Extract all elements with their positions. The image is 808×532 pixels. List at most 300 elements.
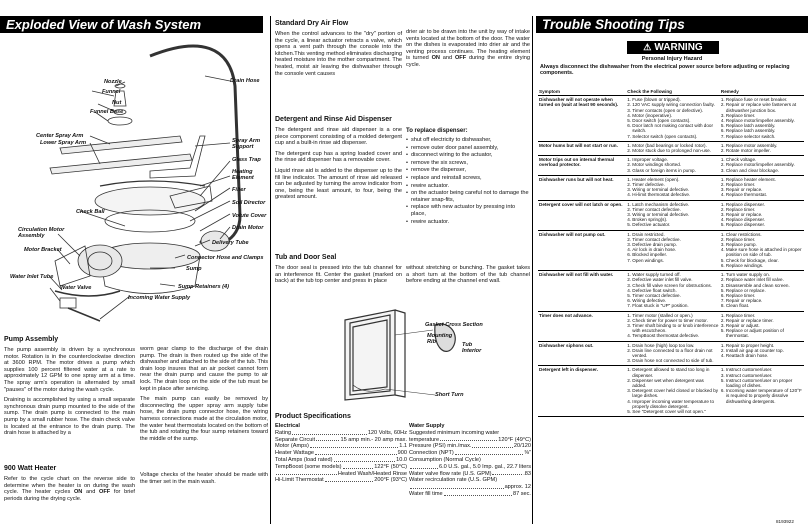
spec-value: approx. 12 (504, 484, 531, 491)
remedy-item: 3. Disassemble and clean screen. (726, 283, 803, 288)
spec-row (275, 443, 407, 450)
standard-dry-section-2 (406, 29, 530, 73)
trouble-remedies (720, 141, 804, 155)
replace-step: • replace and reinstall screws, (411, 175, 530, 182)
warning-sub: Personal Injury Hazard (641, 56, 703, 62)
remedy-item: 1. Replace motor assembly. (726, 143, 803, 148)
remedy-item: 1. Replace dispenser. (726, 202, 803, 207)
remedy-item: 2. Repair or replace wire fasteners at dishwasher junction box. (726, 102, 803, 112)
spec-leader (492, 471, 522, 476)
check-item: 6. Blocked impeller. (632, 252, 719, 257)
remedy-item: 5. Check for blockage, clear. (726, 258, 803, 263)
heater-p2: Voltage checks of the heater should be made with the timer set in the main wash. (140, 472, 268, 485)
trouble-checks (626, 141, 720, 155)
trouble-checks (626, 96, 720, 142)
spec-label: Rating (275, 429, 292, 436)
trouble-row (538, 271, 804, 311)
specs-title: Product Specifications (275, 413, 351, 420)
heater-on: ON (73, 489, 83, 496)
remedy-item: 1. Replace timer. (726, 313, 803, 318)
trouble-shooting-header: Trouble Shooting Tips (536, 16, 808, 33)
dry-on: ON (431, 55, 440, 62)
spec-row (409, 471, 531, 478)
remedy-item: 3. Instruct customer/user. (726, 373, 803, 378)
trouble-remedies (720, 230, 804, 270)
remedy-item: 2. Repair or replace timer. (726, 318, 803, 323)
check-item: 5. See "Detergent cover will not open." (632, 409, 719, 414)
heater-section (4, 465, 135, 506)
remedy-item: 4. Make sure hose is attached in proper position on side of tub. (726, 247, 803, 257)
label-connector-hose: Connector Hose and Clamps (187, 255, 264, 261)
check-item: 6. Wiring defective. (632, 298, 719, 303)
specs-electrical-rows (275, 430, 407, 484)
check-item: 1. Timer motor (stalled or open.) (632, 313, 719, 318)
label-mounting-rib: Mounting Rib (427, 333, 453, 345)
spec-row (275, 457, 407, 464)
spec-value: 120 Volts, 60Hz (367, 429, 407, 436)
trouble-remedies (720, 341, 804, 366)
trouble-checks (626, 341, 720, 366)
check-item: 1. Improper voltage. (632, 157, 719, 162)
remedy-item: 6. Incoming water temperature of 120°F is required to properly dissolve dishwashing detergents. (726, 388, 803, 404)
trouble-remedies (720, 311, 804, 341)
replace-step: • remove the six screws, (411, 160, 530, 167)
spec-label: Separate Circuit (275, 436, 316, 443)
trouble-symptom: Dishwasher will not fill with water. (538, 271, 626, 311)
spec-value: 1.1 (399, 443, 407, 450)
remedy-item: 7. Repair or replace. (726, 298, 803, 303)
spec-row (409, 457, 531, 464)
remedies-list (721, 313, 803, 339)
remedy-item: 1. Clear restrictions. (726, 232, 803, 237)
spec-label: Pressure (PSI) min./max. (409, 443, 472, 450)
spec-label: Water recirculation rate (U.S. GPM) (409, 477, 498, 484)
trouble-symptom: Motor hums but will not start or run. (538, 141, 626, 155)
remedy-item: 2. Replace water inlet fill valve. (726, 277, 803, 282)
spec-leader (455, 450, 524, 455)
check-item: 1. Heater element (open). (632, 177, 719, 182)
check-item: 3. Check fill valve screen for obstructions. (632, 283, 719, 288)
trouble-remedies (720, 271, 804, 311)
check-item: 4. Broken spring(s). (632, 217, 719, 222)
spec-leader (444, 491, 512, 496)
remedy-item: 4. Replace thermostat. (726, 192, 803, 197)
remedy-item: 5. Replace or adjust position of thermostat. (726, 328, 803, 338)
check-item: 2. Motor windings shorted. (632, 162, 719, 167)
spec-value: ⅜" (524, 450, 531, 457)
trouble-symptom: Dishwasher siphons out. (538, 341, 626, 366)
check-item: 3. Glass or foreign items in pump. (632, 168, 719, 173)
spec-label: Water valve flow rate (U.S. GPM) (409, 470, 492, 477)
spec-row (409, 491, 531, 498)
trouble-table-header (538, 88, 804, 96)
label-delivery-tube: Delivery Tube (212, 240, 249, 246)
check-item: 2. Timer contact defective. (632, 237, 719, 242)
remedies-list (721, 143, 803, 153)
spec-value: 120°F (49°C) (498, 436, 531, 443)
spec-value: .83 (523, 470, 531, 477)
spec-leader (343, 464, 374, 469)
spec-label: Motor (Amps) (275, 443, 309, 450)
trouble-checks (626, 366, 720, 417)
spec-leader (410, 464, 438, 469)
check-item: 4. TempBoost thermostat defective. (632, 333, 719, 338)
tub-seal-p1: The door seal is pressed into the tub channel for an interference fit. Center the gasket (marked on back) at the tub top center and press in place (275, 265, 402, 285)
header-check: Check the Following (626, 88, 720, 96)
checks-list (627, 157, 719, 173)
check-item: 1. Water supply turned off. (632, 272, 719, 277)
check-item: 7. Open windings. (632, 258, 719, 263)
standard-dry-title: Standard Dry Air Flow (275, 20, 349, 27)
spec-label: Heater Wattage (275, 450, 314, 457)
spec-row (275, 430, 407, 437)
remedies-list (721, 343, 803, 359)
check-item: 1. Drain restricted. (632, 232, 719, 237)
spec-label: TempBoost (some models) (275, 463, 342, 470)
tub-seal-title: Tub and Door Seal (275, 254, 337, 261)
spec-leader (440, 437, 497, 442)
check-item: 3. Drain hose not connected to side of tub. (632, 358, 719, 363)
doc-number: 8193922 (776, 519, 794, 524)
remedies-list (721, 97, 803, 139)
remedy-item: 5. Replace dispenser. (726, 222, 803, 227)
heater-p1b: for brief periods during the drying cycle. (4, 489, 135, 502)
spec-label: Hi-Limit Thermostat (275, 477, 324, 484)
remedies-list (721, 367, 803, 403)
label-volute-cover: Volute Cover (232, 213, 267, 219)
check-item: 5. Door switch (open contacts). (632, 118, 719, 123)
label-sump: Sump (186, 266, 202, 272)
warning-label: WARNING (654, 42, 703, 53)
spec-label: Total Amps (load rated) (275, 456, 333, 463)
remedies-list (721, 157, 803, 173)
label-filter: Filter (232, 187, 246, 193)
check-item: 3. Defective drain pump. (632, 242, 719, 247)
check-item: 5. Defective actuator. (632, 222, 719, 227)
heater-title: 900 Watt Heater (4, 465, 57, 472)
remedy-item: 1. Replace heater element. (726, 177, 803, 182)
trouble-remedies (720, 156, 804, 176)
check-item: 2. Check timer for power to timer motor. (632, 318, 719, 323)
detergent-p1: The detergent and rinse aid dispenser is a one piece component consisting of a molded detergent cup and a built-in rinse aid dispenser. (275, 127, 402, 147)
trouble-row (538, 341, 804, 366)
tub-seal-p2: without stretching or bunching. The gasket takes a short turn at the bottom of the tub channel before ending at the channel end wall. (406, 265, 530, 285)
trouble-checks (626, 156, 720, 176)
label-incoming-water-supply: Incoming Water Supply (128, 295, 191, 301)
remedy-item: 3. Clean and clear blockage. (726, 168, 803, 173)
warning-text: Always disconnect the dishwasher from the electrical power source before adjusting or replacing components. (540, 64, 790, 77)
dry-p2b: during the entire drying cycle. (406, 55, 530, 68)
remedy-item: 3. Repair or adjust. (726, 323, 803, 328)
replace-step: • remove outer door panel assembly, (411, 145, 530, 152)
trouble-checks (626, 230, 720, 270)
check-item: 4. Defective float switch. (632, 288, 719, 293)
spec-row (409, 484, 531, 491)
trouble-symptom: Dishwasher runs but will not heat. (538, 175, 626, 200)
remedies-list (721, 202, 803, 228)
pump-assembly-section (4, 336, 135, 441)
remedy-item: 3. Replace timer. (726, 113, 803, 118)
remedies-list (721, 177, 803, 198)
check-item: 7. Selector switch (open contacts). (632, 134, 719, 139)
spec-row (409, 477, 531, 484)
tub-seal-section (275, 254, 402, 289)
replace-steps (406, 137, 530, 225)
spec-row (275, 471, 407, 478)
trouble-symptom: Detergent cover will not latch or open. (538, 200, 626, 230)
spec-row (409, 443, 531, 450)
check-item: 5. Timer contact defective. (632, 293, 719, 298)
pump-assembly-p2: Draining is accomplished by using a small separate synchronous drain pump mounted to the side of the sump. The drain pump is connected to the main pump by a small rubber hose. The drain check valve is located at the entrance to the drain pump. The drain hose is attached by a (4, 397, 135, 437)
trouble-row (538, 141, 804, 155)
remedy-item: 6. Replace timer. (726, 293, 803, 298)
trouble-row (538, 175, 804, 200)
heater-section-2 (140, 472, 268, 489)
label-sump-retainers: Sump Retainers (4) (178, 284, 229, 290)
trouble-remedies (720, 175, 804, 200)
remedy-item: 1. Repair to proper height. (726, 343, 803, 348)
check-item: 2. Timer contact defective. (632, 207, 719, 212)
heater-and: and (82, 489, 100, 496)
check-item: 3. Timer shaft binding to or knob interference with escutcheon. (632, 323, 719, 333)
check-item: 2. Timer defective. (632, 182, 719, 187)
spec-value: 15 amp min.- 20 amp max. (340, 436, 407, 443)
remedy-item: 5. Instruct customer/user on proper loading of dishes. (726, 378, 803, 388)
trouble-row (538, 200, 804, 230)
check-item: 3. Wiring or terminal defective. (632, 187, 719, 192)
trouble-symptom: Timer does not advance. (538, 311, 626, 341)
check-item: 3. Wiring or terminal defective. (632, 212, 719, 217)
pump-assembly-p4: The main pump can easily be removed by disconnecting the upper spray arm supply tube hose, the drain pump connector hose, the wiring harness connections made at the circulation motor, the water heat thermostats located on the bottom of the tub and rotating the four sump retainers toward the middle of the sump. (140, 396, 268, 442)
pump-assembly-p1: The pump assembly is driven by a synchronous motor. Rotation is in the counterclockwise direction at 3600 RPM. The motor drives a pump which supplies 100 percent filtered water at a rate to approximately 12 GPM to one spray arm at a time. The spray arm's operation is alternated by small "pauses" of the motor during the wash cycle. (4, 347, 135, 393)
remedy-item: 2. Replace timer. (726, 237, 803, 242)
spec-leader (315, 450, 397, 455)
specs-water (409, 423, 531, 498)
label-funnel: Funnel (102, 89, 121, 95)
remedy-item: 4. Reattach drain hose. (726, 353, 803, 358)
label-funnel-base: Funnel Base (90, 109, 124, 115)
header-symptom: Symptom (538, 88, 626, 96)
trouble-remedies (720, 200, 804, 230)
trouble-symptom: Dishwasher will not pump out. (538, 230, 626, 270)
checks-list (627, 97, 719, 139)
heater-off: OFF (99, 489, 111, 496)
label-drain-motor: Drain Motor (232, 225, 264, 231)
trouble-checks (626, 200, 720, 230)
remedy-item: 1. Replace fuse or reset breaker. (726, 97, 803, 102)
spec-leader (500, 430, 530, 435)
replace-dispenser-title: To replace dispenser: (406, 128, 468, 134)
trouble-checks (626, 175, 720, 200)
spec-value: 6.0 U.S. gal., 5.0 Imp. gal., 22.7 liters (438, 463, 531, 470)
replace-step: • on the actuator being careful not to damage the retainer snap-fits, (411, 190, 530, 203)
label-water-valve: Water Valve (60, 285, 92, 291)
detergent-p3: Liquid rinse aid is added to the dispenser up to the fill line indicator. The amount of rinse aid released can be adjusted by turning the arrow indicator from one, being the least amount, to four, being the greatest amount. (275, 167, 402, 201)
label-circulation-motor: Circulation Motor Assembly (18, 227, 65, 239)
check-item: 3. Timer contacts (open or defective). (632, 108, 719, 113)
spec-value: 122°F (50°C) (374, 463, 407, 470)
trouble-row (538, 156, 804, 176)
remedy-item: 1. Instruct customer/user. (726, 367, 803, 372)
spec-label: Consumption (Normal Cycle) (409, 456, 481, 463)
spec-label: temperature (409, 436, 440, 443)
replace-step: • shut off electricity to dishwasher, (411, 137, 530, 144)
specs-electrical-title: Electrical (275, 423, 300, 429)
door-seal-diagram (335, 305, 485, 405)
spec-value: 200°F (93°C) (374, 477, 407, 484)
replace-step: • remove the dispenser, (411, 167, 530, 174)
check-item: 1. Drain hose (high) loop too low. (632, 343, 719, 348)
dry-and: and (439, 55, 455, 62)
pump-assembly-title: Pump Assembly (4, 336, 59, 343)
spec-leader (292, 430, 367, 435)
spec-leader (498, 477, 530, 482)
spec-label: Water fill time (409, 490, 443, 497)
standard-dry-p1: When the control advances to the "dry" portion of the cycle, a linear actuator retracts a valve, which opens a vent path through the console into the kitchen.This venting method eliminates discharging heated moisture into the mother compartment. The heated, moist air leaving the dishwasher through the console vent causes (275, 31, 402, 77)
trouble-row (538, 311, 804, 341)
spec-leader (325, 477, 374, 482)
checks-list (627, 367, 719, 414)
checks-list (627, 232, 719, 263)
remedies-list (721, 272, 803, 308)
spec-leader (310, 443, 398, 448)
check-item: 2. Motor stuck due to prolonged non-use. (632, 148, 719, 153)
remedy-item: 2. Replace timer. (726, 207, 803, 212)
check-item: 6. Door latch not making contact with door switch. (632, 123, 719, 133)
heater-p1 (4, 476, 135, 502)
checks-list (627, 177, 719, 198)
remedy-item: 4. Replace dispenser. (726, 217, 803, 222)
standard-dry-section (275, 20, 402, 81)
label-gasket-cross-section: Gasket Cross Section (425, 322, 483, 328)
column-divider-2 (532, 16, 533, 524)
label-nut: Nut (112, 100, 122, 106)
check-item: 2. Defective water inlet fill valve. (632, 277, 719, 282)
check-item: 4. Motor (inoperative). (632, 113, 719, 118)
spec-label: Connection (NPT) (409, 450, 454, 457)
column-divider-1 (270, 16, 271, 524)
spec-value: 900 (397, 450, 407, 457)
label-lower-spray-arm: Lower Spray Arm (40, 140, 87, 146)
replace-step: • disconnect wiring to the actuator, (411, 152, 530, 159)
trouble-symptom: Detergent left in dispenser. (538, 366, 626, 417)
exploded-view-diagram (0, 36, 268, 326)
trouble-row (538, 230, 804, 270)
check-item: 3. Detergent cover held closed or blocked by large dishes. (632, 388, 719, 398)
checks-list (627, 343, 719, 364)
spec-row (275, 464, 407, 471)
replace-step: • rewire actuator. (411, 219, 530, 226)
dry-off: OFF (454, 55, 467, 62)
pump-assembly-section-2 (140, 346, 268, 446)
spec-row (275, 450, 407, 457)
trouble-checks (626, 311, 720, 341)
remedy-item: 5. Replace latch assembly. (726, 123, 803, 128)
check-item: 4. Hi-limit thermostat defective. (632, 192, 719, 197)
label-short-turn: Short Turn (435, 392, 464, 398)
remedy-item: 5. Replace or replace. (726, 288, 803, 293)
header-remedy: Remedy (720, 88, 804, 96)
check-item: 2. 120 VAC supply wiring connection faulty. (632, 102, 719, 107)
remedy-item: 8. Clean float. (726, 303, 803, 308)
check-item: 4. Improper incoming water temperature to properly dissolve detergent. (632, 399, 719, 409)
standard-dry-p2 (406, 29, 530, 69)
spec-label: Suggested minimum incoming water (409, 429, 500, 436)
check-item: 1. Latch mechanism defective. (632, 202, 719, 207)
remedy-item: 3. Replace pump. (726, 242, 803, 247)
remedy-item: 7. Replace selector switch. (726, 134, 803, 139)
detergent-section (275, 116, 402, 205)
checks-list (627, 143, 719, 153)
label-center-spray-arm: Center Spray Arm (36, 133, 84, 139)
warning-banner (627, 41, 719, 54)
check-item: 1. Motor (bad bearings or locked rotor). (632, 143, 719, 148)
remedy-item: 1. Check voltage. (726, 157, 803, 162)
tub-seal-section-2 (406, 265, 530, 289)
label-glass-trap: Glass Trap (232, 157, 261, 163)
label-heating-element: Heating Element (232, 169, 254, 181)
pump-assembly-p3: worm gear clamp to the discharge of the drain pump. The drain is then routed up the side of the dishwasher and attached to the side of the tub. This drain loop insures that an air pocket cannot form near the drain pump and cause the pump to air lock. The drain loop on the side of the tub must be kept in place after servicing. (140, 346, 269, 392)
dry-p2a: drier air to be drawn into the unit by way of intake vents located at the bottom of the door. The water on the dishes is evaporated into drier air and the venting process continues. The heating element is turned (406, 29, 530, 62)
remedy-item: 6. Replace latch assembly. (726, 128, 803, 133)
specs-electrical (275, 423, 407, 484)
detergent-title: Detergent and Rinse Aid Dispenser (275, 116, 392, 123)
warning-triangle-icon: ⚠ (643, 42, 652, 52)
remedy-item: 3. Repair or replace. (726, 212, 803, 217)
spec-leader (472, 443, 512, 448)
spec-row (409, 450, 531, 457)
check-item: 1. Fuse (blown or tripped). (632, 97, 719, 102)
spec-leader (334, 457, 396, 462)
remedy-item: 2. Replace motor/impeller assembly. (726, 162, 803, 167)
remedies-list (721, 232, 803, 268)
trouble-remedies (720, 366, 804, 417)
spec-leader (276, 471, 337, 476)
check-item: 2. Dispenser wet when detergent was added. (632, 378, 719, 388)
spec-leader (410, 484, 504, 489)
label-spray-arm-support: Spray Arm Support (232, 138, 261, 150)
remedy-item: 1. Turn water supply on. (726, 272, 803, 277)
replace-step: • rewire actuator. (411, 183, 530, 190)
trouble-symptom: Dishwasher will not operate when turned on (wait at least 90 seconds). (538, 96, 626, 142)
replace-step: • replace with new actuator by pressing into place, (411, 204, 530, 217)
trouble-remedies (720, 96, 804, 142)
spec-row (409, 437, 531, 444)
exploded-view-header: Exploded View of Wash System (0, 16, 263, 33)
specs-section (275, 413, 530, 422)
label-nozzle: Nozzle (104, 79, 122, 85)
trouble-table (538, 88, 804, 417)
checks-list (627, 202, 719, 228)
specs-water-rows (409, 430, 531, 498)
check-item: 1. Detergent allowed to stand too long in dispenser. (632, 367, 719, 377)
checks-list (627, 272, 719, 308)
label-check-ball: Check Ball (76, 209, 105, 215)
spec-leader (482, 457, 530, 462)
detergent-p2: The detergent cup has a spring loaded cover and the rinse aid dispenser has a removable cover. (275, 150, 402, 164)
checks-list (627, 313, 719, 339)
label-drain-hose: Drain Hose (230, 78, 260, 84)
remedy-item: 2. Replace timer. (726, 182, 803, 187)
remedy-item: 2. Rotate motor impeller. (726, 148, 803, 153)
spec-value: 87 sec. (512, 490, 531, 497)
spec-value: Heated Wash/Heated Rinse (337, 470, 407, 477)
spec-row (409, 430, 531, 437)
spec-leader (316, 437, 339, 442)
remedy-item: 6. Replace windings. (726, 263, 803, 268)
spec-row (275, 477, 407, 484)
check-item: 2. Drain line connected to a floor drain not vented. (632, 348, 719, 358)
